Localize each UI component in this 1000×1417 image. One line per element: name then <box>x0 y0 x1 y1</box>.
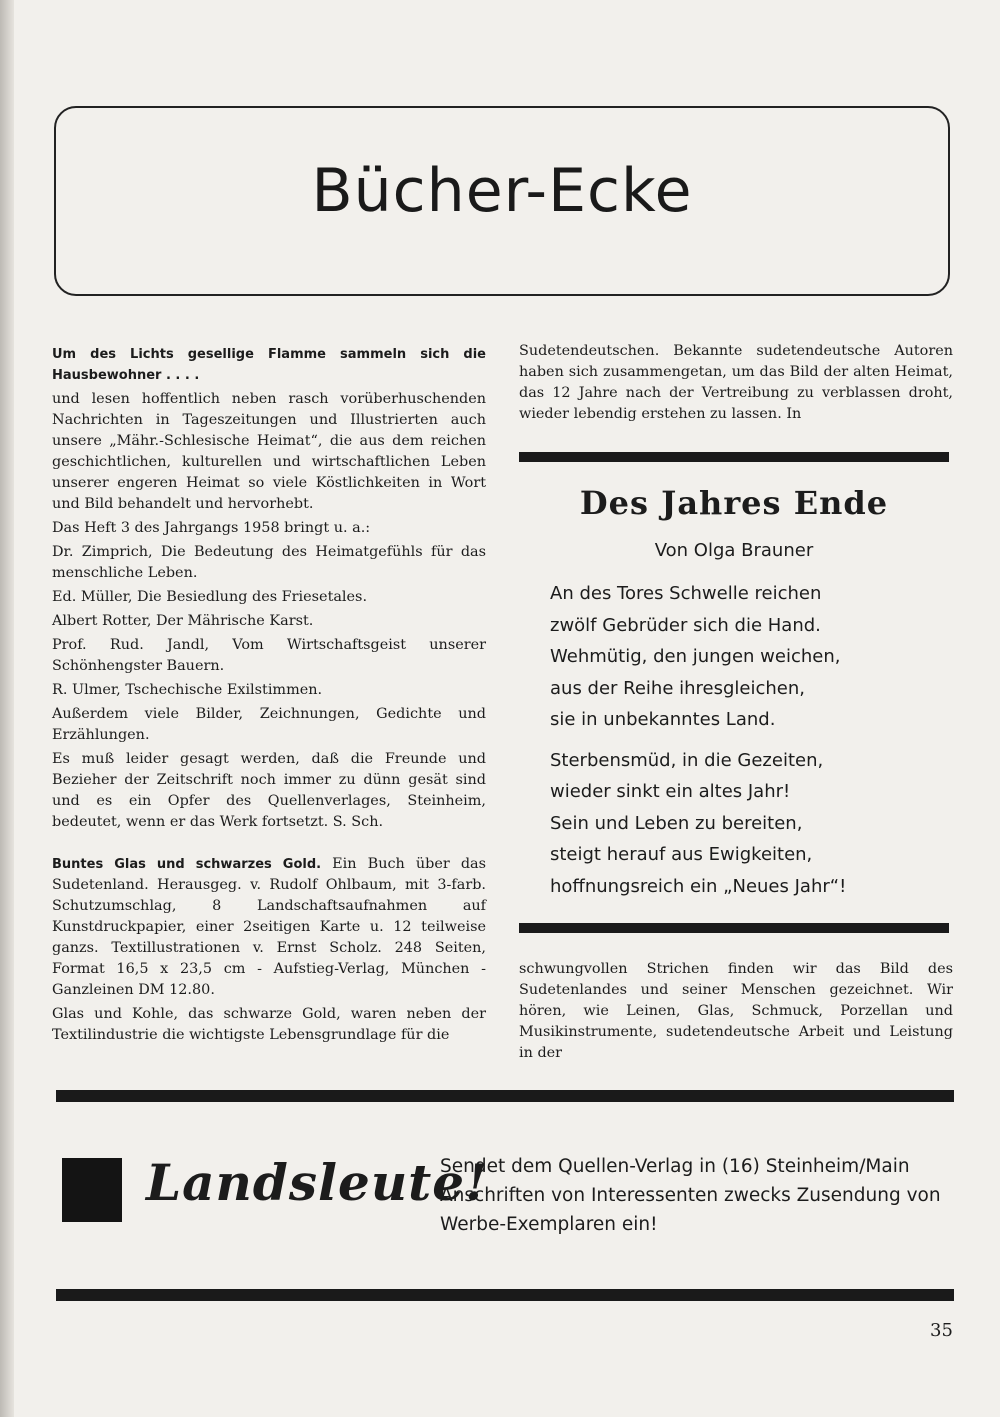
advert-line: Anschriften von Interessenten zwecks Zusendung von <box>440 1185 941 1206</box>
advert-black-square <box>62 1158 122 1222</box>
article2-body: Ein Buch über das Sudetenland. Herausgeg. v. Rudolf Ohlbaum, mit 3-farb. Schutzumschlag, 8 Landschaftsaufnahmen auf Kunstdruckpapier, einer 2seitigen Karte u. 12 teilweise ganzs. Textillustrationen v. Ernst Scholz. 248 Seiten, Format 16,5 x 23,5 cm - Aufstieg-Verlag, München - Ganzleinen DM 12.80. <box>52 856 487 998</box>
page-number: 35 <box>930 1320 953 1341</box>
article1-closing: Es muß leider gesagt werden, daß die Freunde und Bezieher der Zeitschrift noch immer zu dünn gesät sind und es ein Opfer des Quellenverlages, Steinheim, bedeutet, wenn er das Werk fortsetzt. S. Sch. <box>52 751 486 830</box>
poem-line: An des Tores Schwelle reichen <box>550 583 822 604</box>
poem-line: aus der Reihe ihresgleichen, <box>550 677 806 699</box>
advert-text <box>440 1152 960 1239</box>
article2-continuation: Glas und Kohle, das schwarze Gold, waren neben der Textilindustrie die wichtigste Lebensgrundlage für die <box>52 1006 486 1043</box>
poem-author: Von Olga Brauner <box>654 540 814 561</box>
article1-contents-intro: Das Heft 3 des Jahrgangs 1958 bringt u. a.: <box>52 520 371 536</box>
left-column <box>52 344 486 1049</box>
poem-line: steigt herauf aus Ewigkeiten, <box>550 844 813 865</box>
article1-item: Prof. Rud. Jandl, Vom Wirtschaftsgeist unserer Schönhengster Bauern. <box>52 637 486 674</box>
advert-top-rule <box>56 1090 954 1102</box>
right-column-bottom <box>519 959 953 1067</box>
article2-headline: Buntes Glas und schwarzes Gold. <box>52 857 322 872</box>
article1-intro: und lesen hoffentlich neben rasch vorüberhuschenden Nachrichten in Tageszeitungen und Illustrierten auch unsere „Mähr.-Schlesische Heimat“, die aus dem reichen geschichtlichen, kulturellen und wirtschaftlichen Leben unserer engeren Heimat so viele Köstlichkeiten in Wort und Bild behandelt und hervorhebt. <box>52 391 486 512</box>
poem-top-rule <box>519 452 949 462</box>
page-edge-shadow <box>0 0 14 1417</box>
poem-line: sie in unbekanntes Land. <box>550 709 776 730</box>
poem-line: hoffnungsreich ein „Neues Jahr“! <box>550 875 847 897</box>
article1-item: Außerdem viele Bilder, Zeichnungen, Gedichte und Erzählungen. <box>52 706 486 743</box>
article1-item: Albert Rotter, Der Mährische Karst. <box>52 613 314 629</box>
poem-body <box>550 578 950 902</box>
advert-headline: Landsleute! <box>146 1153 489 1212</box>
advert-line: Sendet dem Quellen-Verlag in (16) Steinheim/Main <box>440 1156 910 1177</box>
article1-item: R. Ulmer, Tschechische Exilstimmen. <box>52 682 323 698</box>
right-column-top <box>519 341 953 428</box>
poem-line: Sterbensmüd, in die Gezeiten, <box>550 749 824 771</box>
poem-line: wieder sinkt ein altes Jahr! <box>550 781 791 802</box>
article1-item: Dr. Zimprich, Die Bedeutung des Heimatgefühls für das menschliche Leben. <box>52 544 486 581</box>
poem-title: Des Jahres Ende <box>579 484 889 522</box>
article2-intro <box>52 854 486 1001</box>
article1-item: Ed. Müller, Die Besiedlung des Friesetales. <box>52 589 368 605</box>
page-title: Bücher-Ecke <box>311 156 693 226</box>
poem-line: Wehmütig, den jungen weichen, <box>550 646 841 667</box>
title-frame <box>54 106 950 296</box>
article2-right-top: Sudetendeutschen. Bekannte sudetendeutsche Autoren haben sich zusammengetan, um das Bild der alten Heimat, das 12 Jahre nach der Vertreibung zu verblassen droht, wieder lebendig erstehen zu lassen. In <box>519 343 953 422</box>
article2-right-bottom: schwungvollen Strichen finden wir das Bild des Sudetenlandes und seiner Menschen gezeichnet. Wir hören, wie Leinen, Glas, Schmuck, Porzellan und Musikinstrumente, sudetendeutsche Arbeit und Leistung in der <box>519 961 953 1061</box>
poem-line: Sein und Leben zu bereiten, <box>550 812 803 834</box>
poem-bottom-rule <box>519 923 949 933</box>
advert-bottom-rule <box>56 1289 954 1301</box>
poem-line: zwölf Gebrüder sich die Hand. <box>550 614 821 636</box>
advert-line: Werbe-Exemplaren ein! <box>440 1214 658 1235</box>
article1-headline: Um des Lichts gesellige Flamme sammeln sich die Hausbewohner . . . . <box>52 347 486 383</box>
